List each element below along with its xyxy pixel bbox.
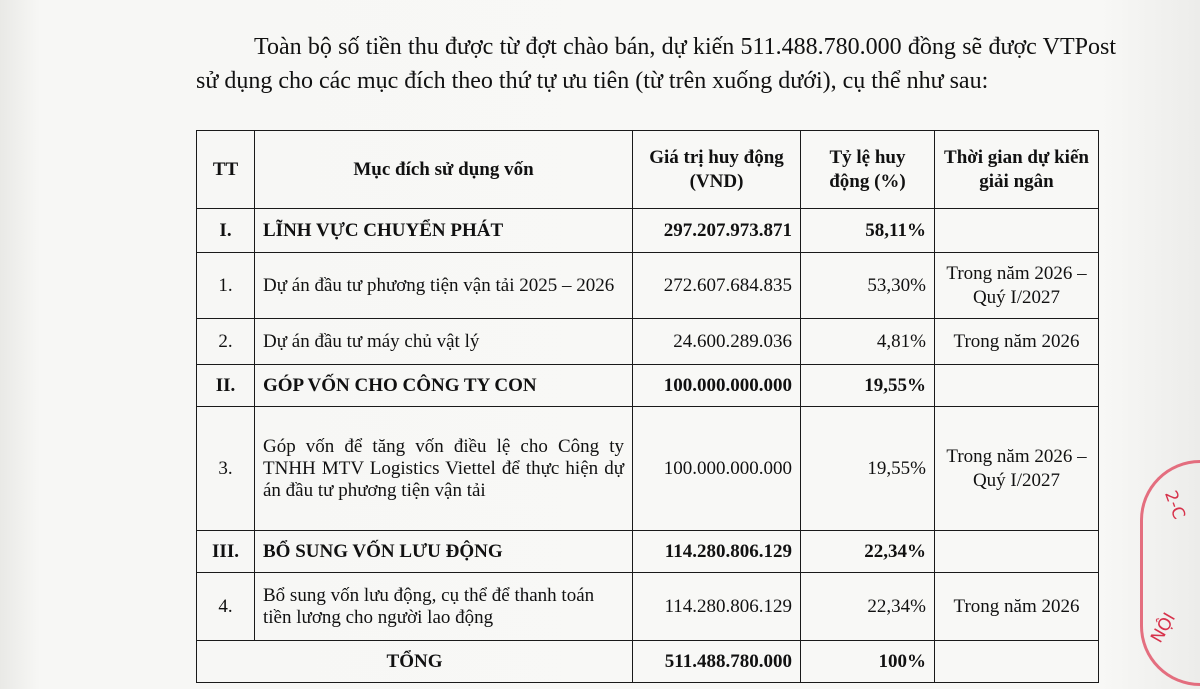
cell-time: Trong năm 2026 – Quý I/2027 bbox=[935, 253, 1099, 319]
total-time bbox=[935, 641, 1099, 683]
stamp-text-top: 2-C bbox=[1160, 488, 1189, 522]
table-row bbox=[197, 253, 1099, 319]
cell-time bbox=[935, 531, 1099, 573]
cell-ratio: 22,34% bbox=[801, 531, 935, 573]
cell-ratio: 58,11% bbox=[801, 209, 935, 253]
cell-purpose: LĨNH VỰC CHUYỂN PHÁT bbox=[255, 209, 633, 253]
cell-ratio: 53,30% bbox=[801, 253, 935, 319]
cell-ratio: 19,55% bbox=[801, 407, 935, 531]
cell-tt: I. bbox=[197, 209, 255, 253]
cell-value: 114.280.806.129 bbox=[633, 573, 801, 641]
cell-value: 100.000.000.000 bbox=[633, 365, 801, 407]
cell-time bbox=[935, 209, 1099, 253]
cell-value: 272.607.684.835 bbox=[633, 253, 801, 319]
cell-purpose: Dự án đầu tư máy chủ vật lý bbox=[255, 319, 633, 365]
total-value: 511.488.780.000 bbox=[633, 641, 801, 683]
cell-time: Trong năm 2026 – Quý I/2027 bbox=[935, 407, 1099, 531]
header-ratio: Tỷ lệ huy động (%) bbox=[801, 131, 935, 209]
intro-paragraph bbox=[196, 30, 1116, 98]
cell-ratio: 19,55% bbox=[801, 365, 935, 407]
cell-tt: 4. bbox=[197, 573, 255, 641]
cell-value: 24.600.289.036 bbox=[633, 319, 801, 365]
intro-text: Toàn bộ số tiền thu được từ đợt chào bán, dự kiến 511.488.780.000 đồng sẽ được VTPost sử dụng cho các mục đích theo thứ tự ưu tiên (từ trên xuống dưới), cụ thể như sau: bbox=[196, 34, 1116, 94]
table-row bbox=[197, 209, 1099, 253]
stamp-text-bottom: NỘI bbox=[1147, 609, 1181, 647]
header-tt: TT bbox=[197, 131, 255, 209]
cell-time: Trong năm 2026 bbox=[935, 573, 1099, 641]
cell-tt: 1. bbox=[197, 253, 255, 319]
cell-ratio: 22,34% bbox=[801, 573, 935, 641]
cell-time: Trong năm 2026 bbox=[935, 319, 1099, 365]
table-header-row bbox=[197, 131, 1099, 209]
cell-purpose: Dự án đầu tư phương tiện vận tải 2025 – 2026 bbox=[255, 253, 633, 319]
total-label: TỔNG bbox=[197, 641, 633, 683]
table-row bbox=[197, 319, 1099, 365]
total-row bbox=[197, 641, 1099, 683]
header-value: Giá trị huy động (VND) bbox=[633, 131, 801, 209]
cell-purpose: GÓP VỐN CHO CÔNG TY CON bbox=[255, 365, 633, 407]
cell-value: 114.280.806.129 bbox=[633, 531, 801, 573]
cell-ratio: 4,81% bbox=[801, 319, 935, 365]
table-row bbox=[197, 365, 1099, 407]
cell-purpose: Góp vốn để tăng vốn điều lệ cho Công ty TNHH MTV Logistics Viettel để thực hiện dự án đầu tư phương tiện vận tải bbox=[255, 407, 633, 531]
total-ratio: 100% bbox=[801, 641, 935, 683]
table-row bbox=[197, 407, 1099, 531]
header-time: Thời gian dự kiến giải ngân bbox=[935, 131, 1099, 209]
cell-value: 100.000.000.000 bbox=[633, 407, 801, 531]
cell-purpose: Bổ sung vốn lưu động, cụ thể để thanh toán tiền lương cho người lao động bbox=[255, 573, 633, 641]
cell-tt: III. bbox=[197, 531, 255, 573]
cell-time bbox=[935, 365, 1099, 407]
cell-value: 297.207.973.871 bbox=[633, 209, 801, 253]
cell-tt: 3. bbox=[197, 407, 255, 531]
table-row bbox=[197, 531, 1099, 573]
capital-use-table bbox=[196, 130, 1099, 683]
header-purpose: Mục đích sử dụng vốn bbox=[255, 131, 633, 209]
cell-purpose: BỔ SUNG VỐN LƯU ĐỘNG bbox=[255, 531, 633, 573]
table-row bbox=[197, 573, 1099, 641]
cell-tt: II. bbox=[197, 365, 255, 407]
cell-tt: 2. bbox=[197, 319, 255, 365]
